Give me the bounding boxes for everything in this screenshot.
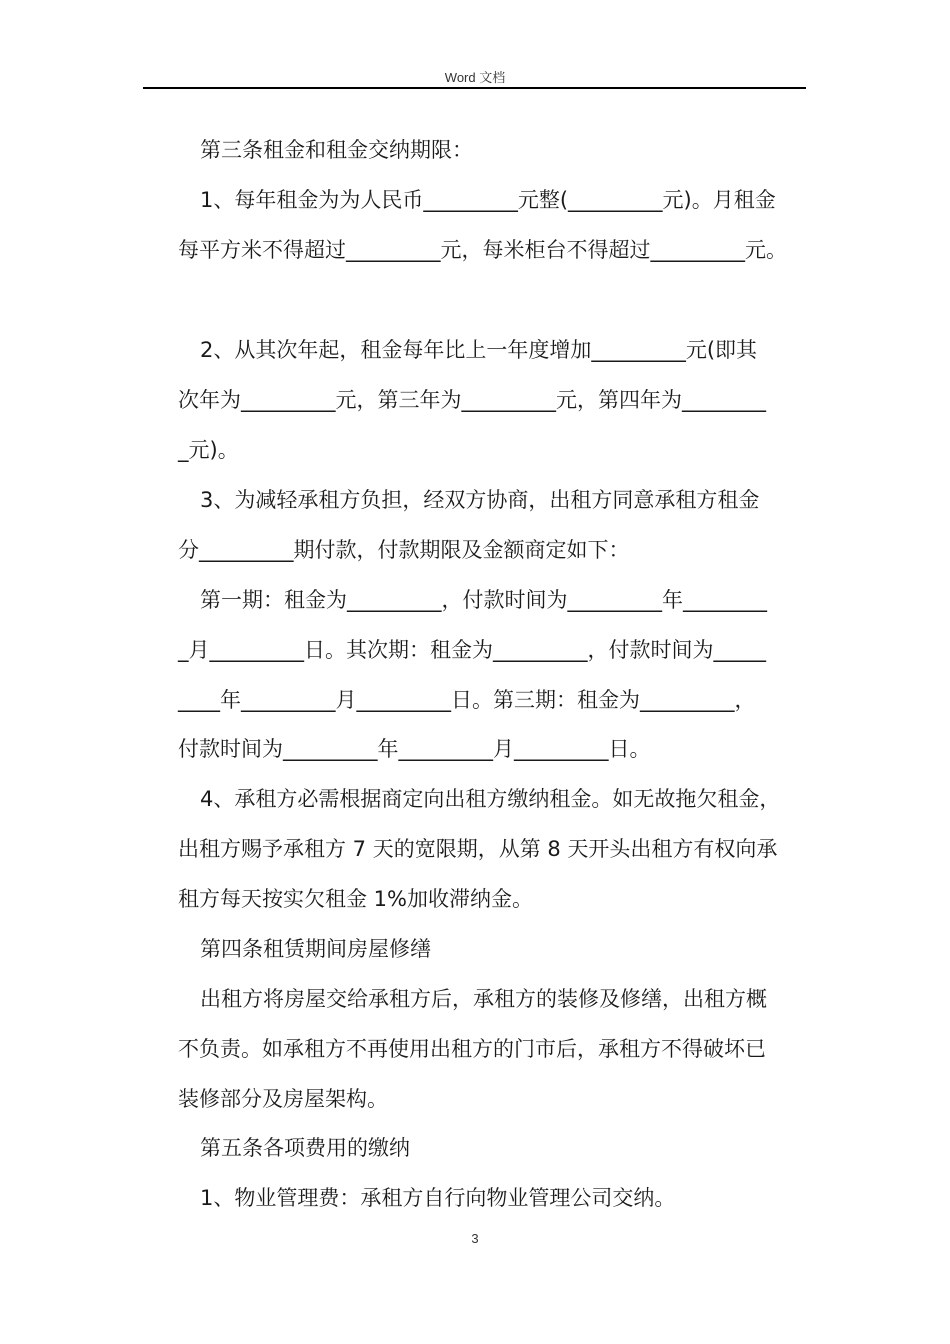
paragraph-line: 3、为减轻承租方负担，经双方协商，出租方同意承租方租金 — [200, 488, 760, 512]
page-number: 3 — [471, 1231, 479, 1246]
paragraph-line: 装修部分及房屋架构。 — [178, 1087, 388, 1111]
header-divider — [143, 87, 806, 89]
paragraph-line: ____年_________月_________日。第三期：租金为_________， — [178, 688, 756, 712]
paragraph-line: 4、承租方必需根据商定向出租方缴纳租金。如无故拖欠租金， — [200, 787, 781, 811]
page-header: Word 文档 — [444, 70, 506, 85]
paragraph-line: 2、从其次年起，租金每年比上一年度增加_________元(即其 — [200, 338, 758, 362]
article-heading: 第五条各项费用的缴纳 — [200, 1136, 410, 1160]
paragraph-line: 次年为_________元，第三年为_________元，第四年为________ — [178, 388, 766, 412]
paragraph-line: _月_________日。其次期：租金为_________，付款时间为_____ — [178, 638, 766, 662]
paragraph-line: 分_________期付款，付款期限及金额商定如下： — [178, 538, 630, 562]
paragraph-line: 租方每天按实欠租金 1%加收滞纳金。 — [178, 887, 533, 911]
paragraph-line: 不负责。如承租方不再使用出租方的门市后，承租方不得破坏已 — [178, 1037, 766, 1061]
paragraph-line: 出租方赐予承租方 7 天的宽限期，从第 8 天开头出租方有权向承 — [178, 837, 778, 861]
paragraph-line: 付款时间为_________年_________月_________日。 — [178, 737, 651, 761]
paragraph-line: 出租方将房屋交给承租方后，承租方的装修及修缮，出租方概 — [200, 987, 767, 1011]
paragraph-line: 第一期：租金为_________，付款时间为_________年________ — [200, 588, 767, 612]
article-heading: 第四条租赁期间房屋修缮 — [200, 937, 431, 961]
article-heading: 第三条租金和租金交纳期限： — [200, 138, 473, 162]
paragraph-line: 每平方米不得超过_________元，每米柜台不得超过_________元。 — [178, 238, 787, 262]
paragraph-line: 1、物业管理费：承租方自行向物业管理公司交纳。 — [200, 1186, 676, 1210]
paragraph-line: _元)。 — [178, 438, 239, 462]
paragraph-line: 1、每年租金为为人民币_________元整(_________元)。月租金 — [200, 188, 776, 212]
